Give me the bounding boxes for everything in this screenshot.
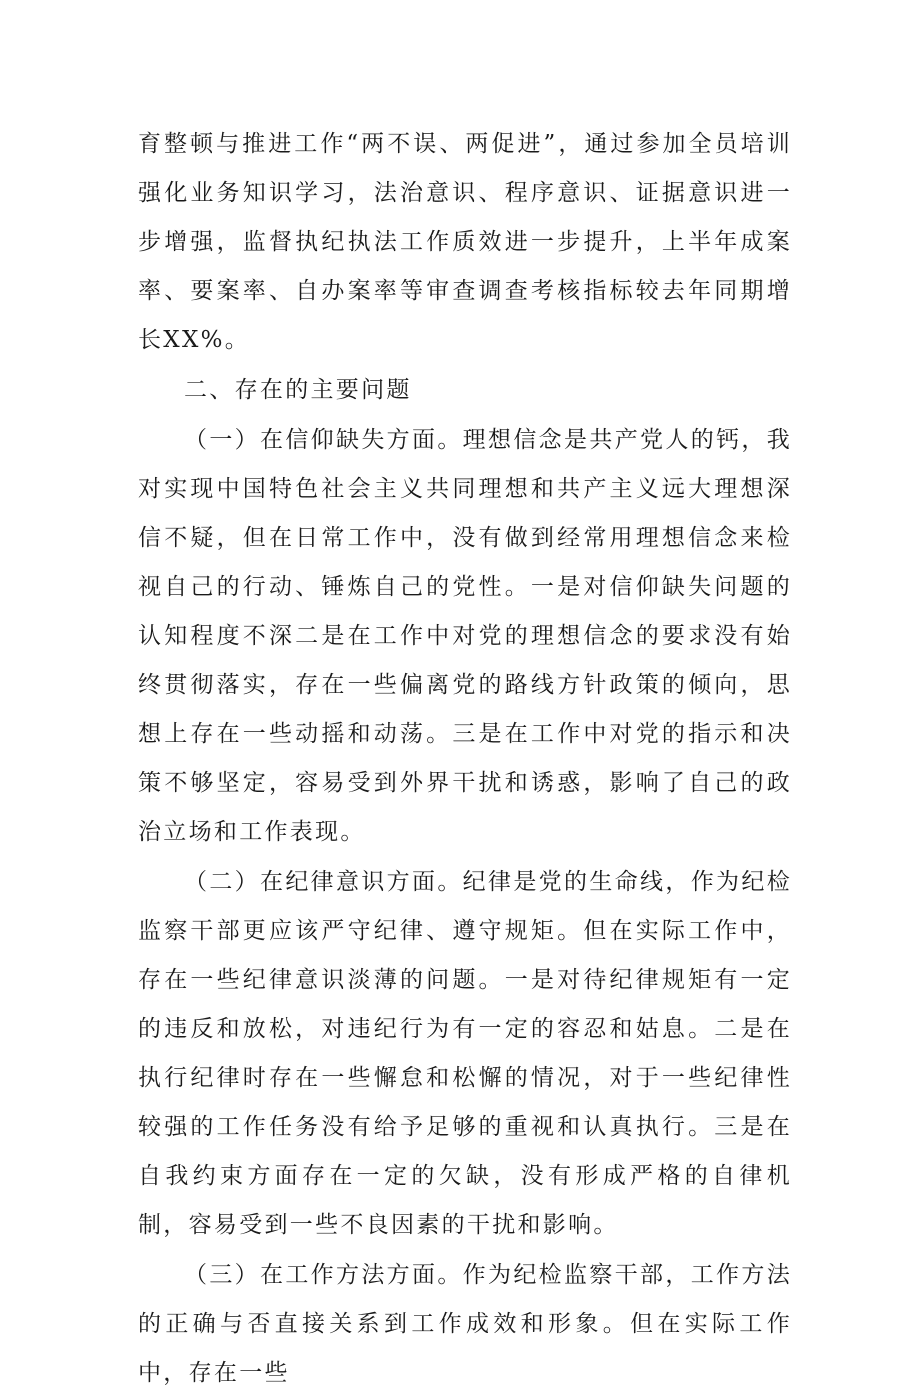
paragraph-discipline: （二）在纪律意识方面。纪律是党的生命线，作为纪检监察干部更应该严守纪律、遵守规矩。但在实际工作中，存在一些纪律意识淡薄的问题。一是对待纪律规矩有一定的违反和放松，对违纪行为有一定的容忍和姑息。二是在执行纪律时存在一些懈怠和松懈的情况，对于一些纪律性较强的工作任务没有给予足够的重视和认真执行。三是在自我约束方面存在一定的欠缺，没有形成严格的自律机制，容易受到一些不良因素的干扰和影响。 (138, 869, 792, 1238)
paragraph-work-method: （三）在工作方法方面。作为纪检监察干部，工作方法的正确与否直接关系到工作成效和形象。但在实际工作中，存在一些 (138, 1262, 792, 1386)
paragraph-faith: （一）在信仰缺失方面。理想信念是共产党人的钙，我对实现中国特色社会主义共同理想和共产主义远大理想深信不疑，但在日常工作中，没有做到经常用理想信念来检视自己的行动、锤炼自己的党性。一是对信仰缺失问题的认知程度不深二是在工作中对党的理想信念的要求没有始终贯彻落实，存在一些偏离党的路线方针政策的倾向，思想上存在一些动摇和动荡。三是在工作中对党的指示和决策不够坚定，容易受到外界干扰和诱惑，影响了自己的政治立场和工作表现。 (138, 427, 792, 845)
section-heading-main-problems: 二、存在的主要问题 (184, 377, 412, 403)
document-body (138, 120, 792, 1398)
paragraph-continuation: 育整顿与推进工作“两不误、两促进”，通过参加全员培训强化业务知识学习，法治意识、程序意识、证据意识进一步增强，监督执纪执法工作质效进一步提升，上半年成案率、要案率、自办案率等审查调查考核指标较去年同期增长XX%。 (138, 131, 792, 353)
